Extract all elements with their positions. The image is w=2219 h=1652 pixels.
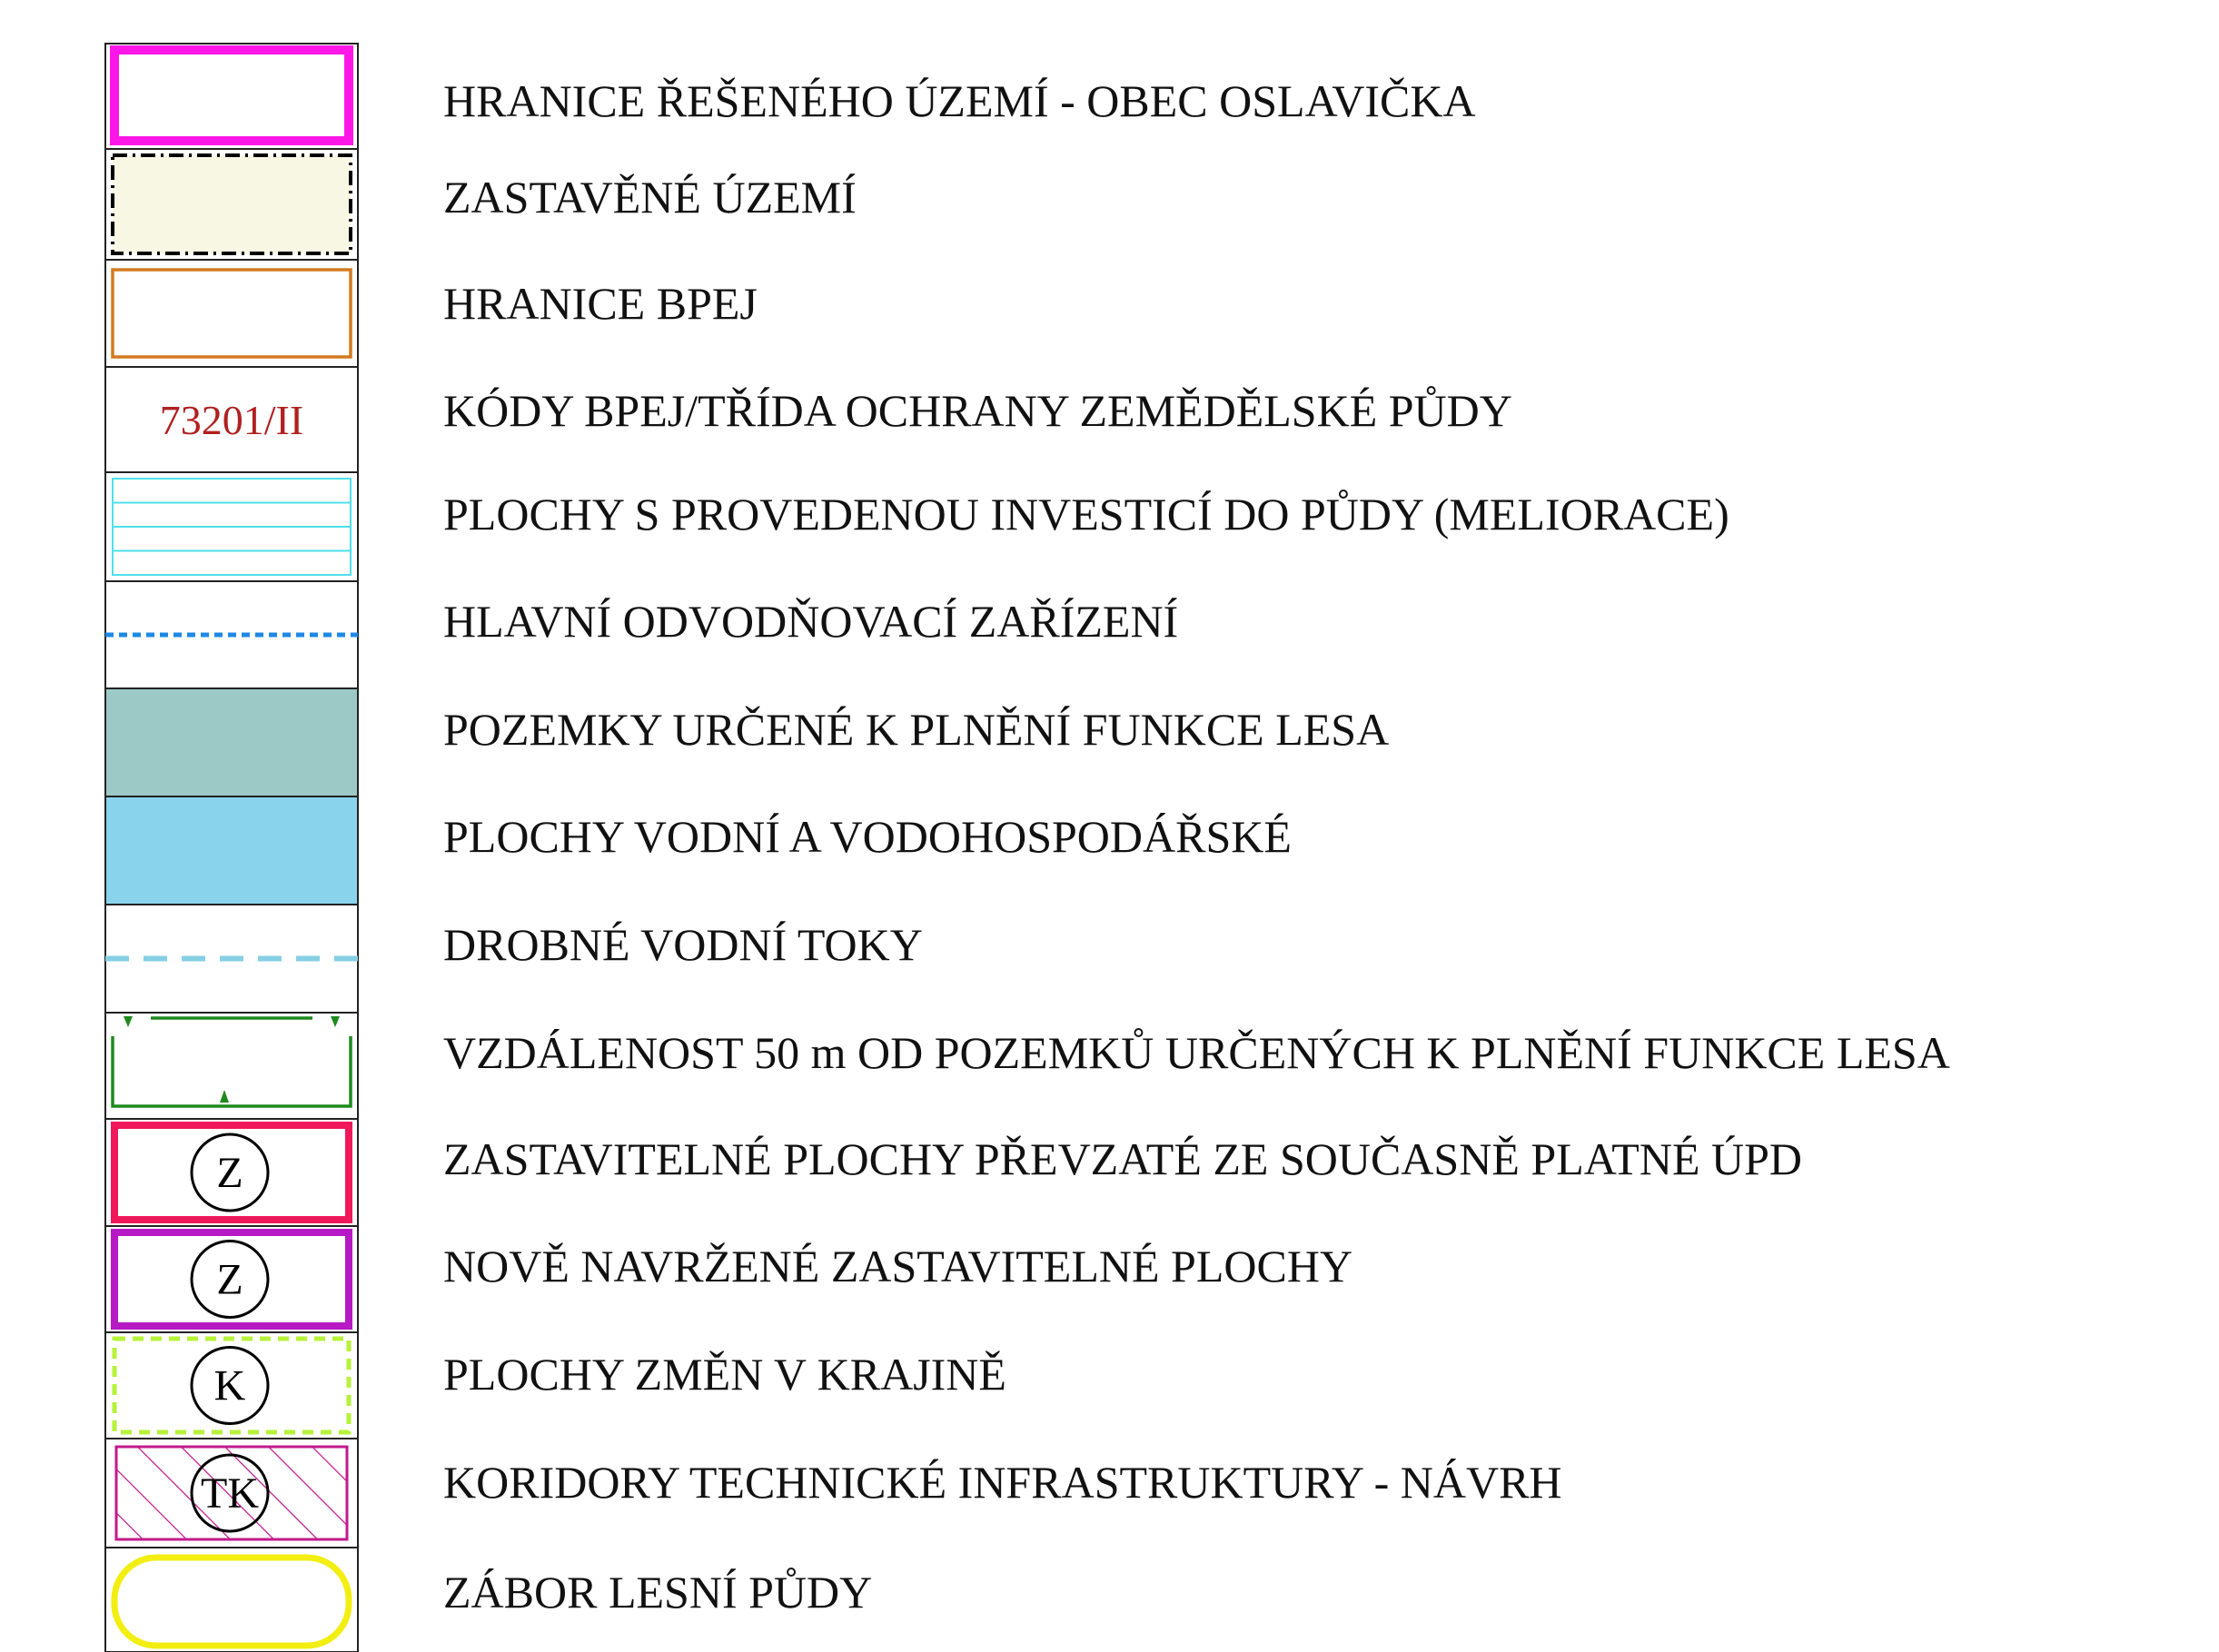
legend-cell: [105, 44, 358, 149]
area-letter: K: [213, 1361, 246, 1410]
legend-symbol-zabor-lesni-pudy: [105, 1548, 358, 1652]
legend-labels: [443, 75, 1950, 1617]
legend-label-meliorace: PLOCHY S PROVEDENOU INVESTICÍ DO PŮDY (MELIORACE): [443, 489, 1729, 539]
legend-label-hranice-bpej: HRANICE BPEJ: [443, 278, 758, 329]
legend-label-vzdalenost-50m: VZDÁLENOST 50 m OD POZEMKŮ URČENÝCH K PLNĚNÍ FUNKCE LESA: [443, 1027, 1950, 1078]
legend-label-vodni-toky: DROBNÉ VODNÍ TOKY: [443, 919, 923, 970]
legend-label-koridory-ti: KORIDORY TECHNICKÉ INFRASTRUKTURY - NÁVRH: [443, 1457, 1562, 1508]
legend-label-zastavitelne-prevzate: ZASTAVITELNÉ PLOCHY PŘEVZATÉ ZE SOUČASNĚ PLATNÉ ÚPD: [443, 1133, 1803, 1184]
legend-symbol-odvodnovaci-zarizeni: [105, 581, 358, 688]
legend-symbol-funkce-lesa: [105, 688, 358, 796]
fill-swatch: [105, 688, 358, 796]
legend-label-zmeny-v-krajine: PLOCHY ZMĚN V KRAJINĚ: [443, 1349, 1006, 1400]
legend-label-funkce-lesa: POZEMKY URČENÉ K PLNĚNÍ FUNKCE LESA: [443, 704, 1390, 755]
legend-label-zastavene-uzemi: ZASTAVĚNÉ ÚZEMÍ: [443, 172, 857, 223]
legend-label-plochy-vodni: PLOCHY VODNÍ A VODOHOSPODÁŘSKÉ: [443, 811, 1292, 862]
legend-symbol-vodni-toky: [105, 905, 358, 1013]
legend-symbol-zastavitelne-prevzate: [105, 1119, 358, 1226]
legend-symbol-meliorace: [105, 472, 358, 581]
legend-cell: [105, 1013, 358, 1119]
legend-symbol-kody-bpej: [105, 367, 358, 472]
legend-symbol-vzdalenost-50m: [105, 1013, 358, 1119]
legend-label-nove-zastavitelne: NOVĚ NAVRŽENÉ ZASTAVITELNÉ PLOCHY: [443, 1241, 1353, 1291]
bpej-code-text: 73201/II: [159, 397, 304, 443]
legend-symbol-hranice-reseneho-uzemi: [105, 44, 358, 149]
legend-label-odvodnovaci-zarizeni: HLAVNÍ ODVODŇOVACÍ ZAŘÍZENÍ: [443, 596, 1179, 647]
legend-symbols-column: [105, 44, 358, 1652]
legend-symbol-nove-zastavitelne: [105, 1226, 358, 1332]
legend-symbol-zmeny-v-krajine: [105, 1332, 358, 1439]
legend-label-zabor-lesni-pudy: ZÁBOR LESNÍ PŮDY: [443, 1567, 873, 1617]
legend-symbol-hranice-bpej: [105, 260, 358, 367]
legend-label-hranice-reseneho-uzemi: HRANICE ŘEŠENÉHO ÚZEMÍ - OBEC OSLAVIČKA: [443, 75, 1476, 126]
area-letter: Z: [216, 1255, 243, 1304]
built-area-swatch: [113, 155, 351, 253]
legend-cell: [105, 1548, 358, 1652]
corridor-letters: TK: [201, 1469, 259, 1518]
area-letter: Z: [216, 1149, 243, 1197]
legend-symbol-koridory-ti: [105, 1439, 358, 1548]
legend-symbol-zastavene-uzemi: [105, 149, 358, 260]
fill-swatch: [105, 796, 358, 905]
legend-label-kody-bpej: KÓDY BPEJ/TŘÍDA OCHRANY ZEMĚDĚLSKÉ PŮDY: [443, 385, 1512, 436]
legend-cell: [105, 260, 358, 367]
legend-symbol-plochy-vodni: [105, 796, 358, 905]
